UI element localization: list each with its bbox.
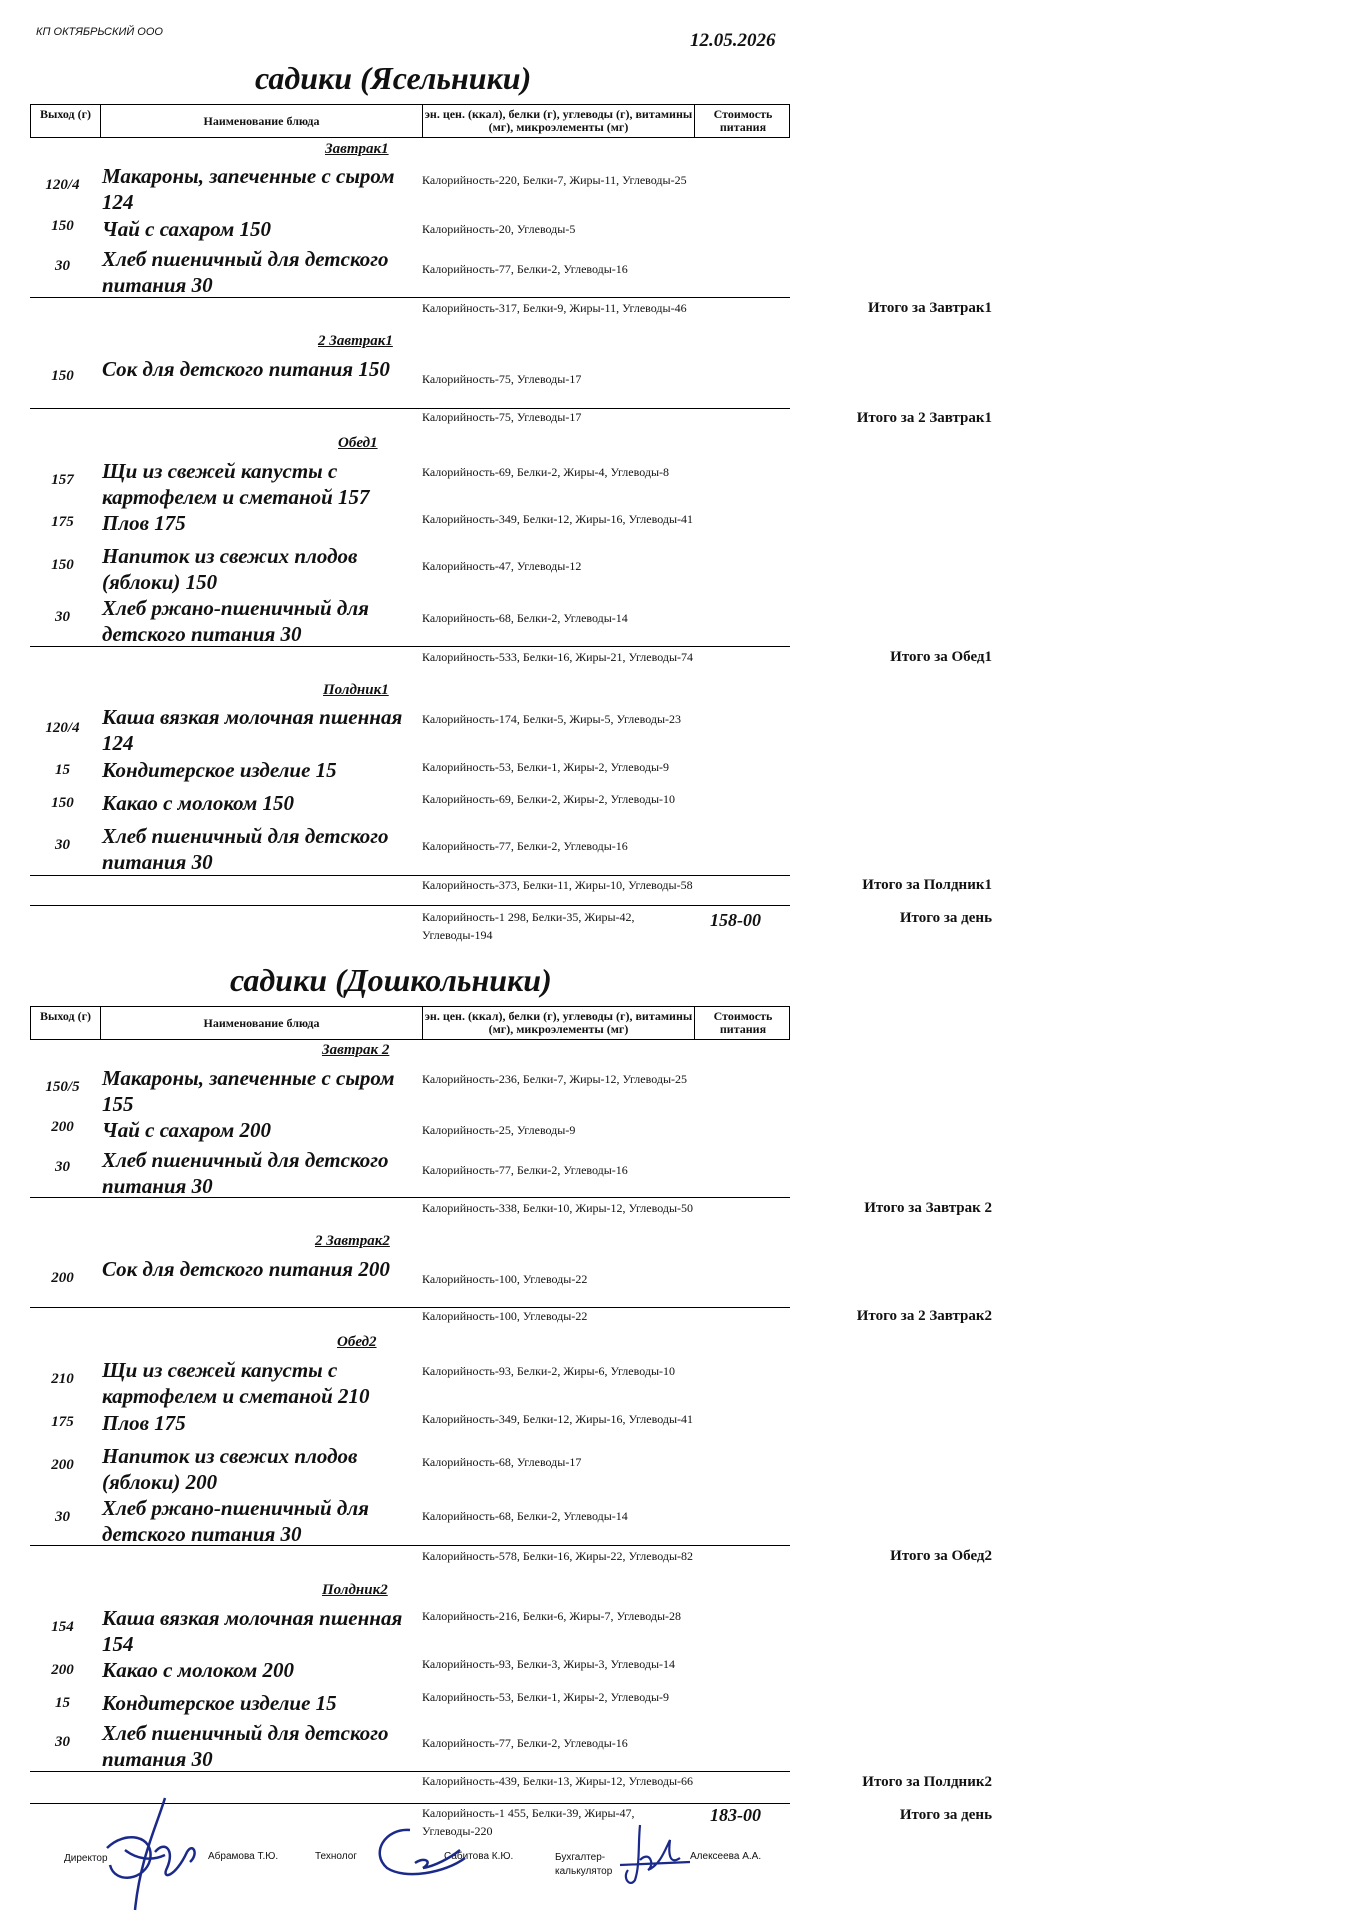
meal-total-label: Итого за Завтрак1	[868, 300, 992, 316]
dish-output: 175	[51, 514, 74, 530]
director-signature	[95, 1790, 225, 1920]
dish-nutrition: Калорийность-68, Углеводы-17	[422, 1455, 582, 1469]
dish-output: 30	[55, 258, 70, 274]
meal-total-nutrition: Калорийность-100, Углеводы-22	[422, 1309, 588, 1323]
meal-heading: Обед1	[338, 435, 378, 451]
organization-name: КП ОКТЯБРЬСКИЙ ООО	[36, 26, 163, 38]
day-total-label: Итого за день	[899, 1807, 992, 1823]
section-title-1: садики (Ясельники)	[255, 60, 532, 96]
dish-output: 210	[51, 1371, 74, 1387]
menu-date: 12.05.2026	[690, 30, 776, 51]
header-cost: Стоимость питания	[713, 107, 773, 134]
dish-name: Макароны, запеченные с сыром 124	[102, 164, 395, 214]
meal-total-nutrition: Калорийность-317, Белки-9, Жиры-11, Углеводы-46	[422, 301, 687, 315]
technologist-name: Сабитова К.Ю.	[444, 1851, 514, 1862]
technologist-role: Технолог	[315, 1851, 357, 1862]
dish-nutrition: Калорийность-93, Белки-2, Жиры-6, Углеводы-10	[422, 1364, 676, 1378]
dish-nutrition: Калорийность-68, Белки-2, Углеводы-14	[422, 611, 628, 625]
meal-heading: Полдник2	[322, 1582, 388, 1598]
table-header-1	[30, 104, 790, 138]
dish-output: 200	[51, 1270, 74, 1286]
dish-nutrition: Калорийность-236, Белки-7, Жиры-12, Углеводы-25	[422, 1072, 688, 1086]
dish-nutrition: Калорийность-69, Белки-2, Жиры-2, Углеводы-10	[422, 792, 676, 806]
meal-total-label: Итого за 2 Завтрак2	[856, 1308, 992, 1324]
dish-name: Сок для детского питания 200	[102, 1257, 390, 1281]
dish-name: Напиток из свежих плодов (яблоки) 150	[102, 544, 358, 594]
dish-nutrition: Калорийность-77, Белки-2, Углеводы-16	[422, 1736, 628, 1750]
dish-name: Щи из свежей капусты с картофелем и сметаной 157	[102, 459, 370, 509]
header-output: Выход (г)	[31, 105, 101, 137]
accountant-role: Бухгалтер-калькулятор	[555, 1852, 613, 1877]
dish-output: 30	[55, 1734, 70, 1750]
dish-name: Напиток из свежих плодов (яблоки) 200	[102, 1444, 358, 1494]
dish-nutrition: Калорийность-93, Белки-3, Жиры-3, Углеводы-14	[422, 1657, 676, 1671]
header-dish-name: Наименование блюда	[101, 105, 423, 137]
day-total-nutrition: Калорийность-1 298, Белки-35, Жиры-42, Углеводы-194	[422, 910, 635, 942]
dish-output: 150	[51, 218, 74, 234]
dish-name: Хлеб пшеничный для детского питания 30	[102, 1721, 389, 1771]
dish-name: Кондитерское изделие 15	[102, 1691, 337, 1715]
dish-output: 157	[51, 472, 74, 488]
dish-output: 200	[51, 1662, 74, 1678]
dish-name: Хлеб ржано-пшеничный для детского питания 30	[102, 596, 369, 646]
dish-name: Хлеб ржано-пшеничный для детского питания 30	[102, 1496, 369, 1546]
dish-nutrition: Калорийность-47, Углеводы-12	[422, 559, 582, 573]
dish-nutrition: Калорийность-20, Углеводы-5	[422, 222, 576, 236]
dish-name: Каша вязкая молочная пшенная 154	[102, 1606, 403, 1656]
dish-output: 30	[55, 837, 70, 853]
dish-name: Чай с сахаром 200	[102, 1118, 272, 1142]
dish-nutrition: Калорийность-25, Углеводы-9	[422, 1123, 576, 1137]
dish-nutrition: Калорийность-69, Белки-2, Жиры-4, Углеводы-8	[422, 465, 670, 479]
dish-output: 120/4	[45, 177, 80, 193]
dish-output: 175	[51, 1414, 74, 1430]
meal-total-nutrition: Калорийность-578, Белки-16, Жиры-22, Углеводы-82	[422, 1549, 694, 1563]
meal-total-label: Итого за Полдник1	[862, 877, 992, 893]
dish-output: 30	[55, 609, 70, 625]
meal-total-nutrition: Калорийность-439, Белки-13, Жиры-12, Углеводы-66	[422, 1774, 694, 1788]
dish-name: Сок для детского питания 150	[102, 357, 390, 381]
header-output: Выход (г)	[31, 1007, 101, 1039]
meal-total-nutrition: Калорийность-338, Белки-10, Жиры-12, Углеводы-50	[422, 1201, 694, 1215]
dish-nutrition: Калорийность-53, Белки-1, Жиры-2, Углеводы-9	[422, 1690, 670, 1704]
dish-name: Плов 175	[102, 1411, 186, 1435]
dish-nutrition: Калорийность-216, Белки-6, Жиры-7, Углеводы-28	[422, 1609, 682, 1623]
dish-nutrition: Калорийность-77, Белки-2, Углеводы-16	[422, 1163, 628, 1177]
dish-nutrition: Калорийность-77, Белки-2, Углеводы-16	[422, 262, 628, 276]
meal-heading: Обед2	[337, 1334, 377, 1350]
director-name: Абрамова Т.Ю.	[208, 1851, 279, 1862]
dish-name: Каша вязкая молочная пшенная 124	[102, 705, 403, 755]
dish-name: Какао с молоком 150	[102, 791, 295, 815]
dish-name: Хлеб пшеничный для детского питания 30	[102, 824, 389, 874]
dish-nutrition: Калорийность-349, Белки-12, Жиры-16, Углеводы-41	[422, 512, 694, 526]
meal-total-label: Итого за Обед2	[890, 1548, 992, 1564]
dish-name: Плов 175	[102, 511, 186, 535]
divider	[30, 646, 790, 647]
dish-output: 120/4	[45, 720, 80, 736]
header-nutrition: эн. цен. (ккал), белки (г), углеводы (г), витамины (мг), микроэлементы (мг)	[423, 105, 695, 137]
divider	[30, 1197, 790, 1198]
dish-nutrition: Калорийность-349, Белки-12, Жиры-16, Углеводы-41	[422, 1412, 694, 1426]
divider	[30, 297, 790, 298]
day-price: 183-00	[710, 1805, 761, 1825]
dish-name: Кондитерское изделие 15	[102, 758, 337, 782]
accountant-name: Алексеева А.А.	[690, 1851, 762, 1862]
table-header-2	[30, 1006, 790, 1040]
meal-heading: Завтрак 2	[322, 1042, 390, 1058]
meal-total-label: Итого за Завтрак 2	[864, 1200, 992, 1216]
meal-total-nutrition: Калорийность-373, Белки-11, Жиры-10, Углеводы-58	[422, 878, 693, 892]
dish-nutrition: Калорийность-100, Углеводы-22	[422, 1272, 588, 1286]
director-role: Директор	[64, 1853, 108, 1864]
day-total-label: Итого за день	[899, 910, 992, 926]
dish-output: 154	[51, 1619, 74, 1635]
header-cost: Стоимость питания	[713, 1009, 773, 1036]
meal-total-nutrition: Калорийность-533, Белки-16, Жиры-21, Углеводы-74	[422, 650, 694, 664]
meal-total-nutrition: Калорийность-75, Углеводы-17	[422, 410, 582, 424]
accountant-signature	[610, 1820, 700, 1890]
dish-name: Чай с сахаром 150	[102, 217, 272, 241]
dish-nutrition: Калорийность-68, Белки-2, Углеводы-14	[422, 1509, 628, 1523]
dish-name: Хлеб пшеничный для детского питания 30	[102, 1148, 389, 1198]
header-dish-name: Наименование блюда	[101, 1007, 423, 1039]
meal-heading: 2 Завтрак2	[315, 1233, 390, 1249]
dish-name: Какао с молоком 200	[102, 1658, 295, 1682]
meal-heading: Полдник1	[323, 682, 389, 698]
meal-total-label: Итого за Обед1	[890, 649, 992, 665]
dish-output: 150	[51, 368, 74, 384]
dish-nutrition: Калорийность-220, Белки-7, Жиры-11, Углеводы-25	[422, 173, 687, 187]
meal-heading: 2 Завтрак1	[318, 333, 393, 349]
dish-name: Макароны, запеченные с сыром 155	[102, 1066, 395, 1116]
dish-output: 200	[51, 1119, 74, 1135]
header-nutrition: эн. цен. (ккал), белки (г), углеводы (г), витамины (мг), микроэлементы (мг)	[423, 1007, 695, 1039]
dish-nutrition: Калорийность-174, Белки-5, Жиры-5, Углеводы-23	[422, 712, 682, 726]
dish-output: 150	[51, 557, 74, 573]
dish-nutrition: Калорийность-53, Белки-1, Жиры-2, Углеводы-9	[422, 760, 670, 774]
dish-output: 15	[55, 762, 70, 778]
dish-nutrition: Калорийность-77, Белки-2, Углеводы-16	[422, 839, 628, 853]
day-price: 158-00	[710, 910, 761, 930]
dish-nutrition: Калорийность-75, Углеводы-17	[422, 372, 582, 386]
technologist-signature	[365, 1818, 475, 1888]
day-total-nutrition: Калорийность-1 455, Белки-39, Жиры-47, Углеводы-220	[422, 1806, 635, 1838]
meal-heading: Завтрак1	[325, 141, 389, 157]
dish-output: 150	[51, 795, 74, 811]
divider	[30, 1545, 790, 1546]
dish-name: Хлеб пшеничный для детского питания 30	[102, 247, 389, 297]
dish-output: 15	[55, 1695, 70, 1711]
dish-output: 200	[51, 1457, 74, 1473]
meal-total-label: Итого за 2 Завтрак1	[856, 410, 992, 426]
section-title-2: садики (Дошкольники)	[230, 962, 552, 998]
dish-name: Щи из свежей капусты с картофелем и сметаной 210	[102, 1358, 370, 1408]
dish-output: 150/5	[45, 1079, 80, 1095]
divider	[30, 905, 790, 906]
meal-total-label: Итого за Полдник2	[862, 1774, 992, 1790]
dish-output: 30	[55, 1159, 70, 1175]
dish-output: 30	[55, 1509, 70, 1525]
